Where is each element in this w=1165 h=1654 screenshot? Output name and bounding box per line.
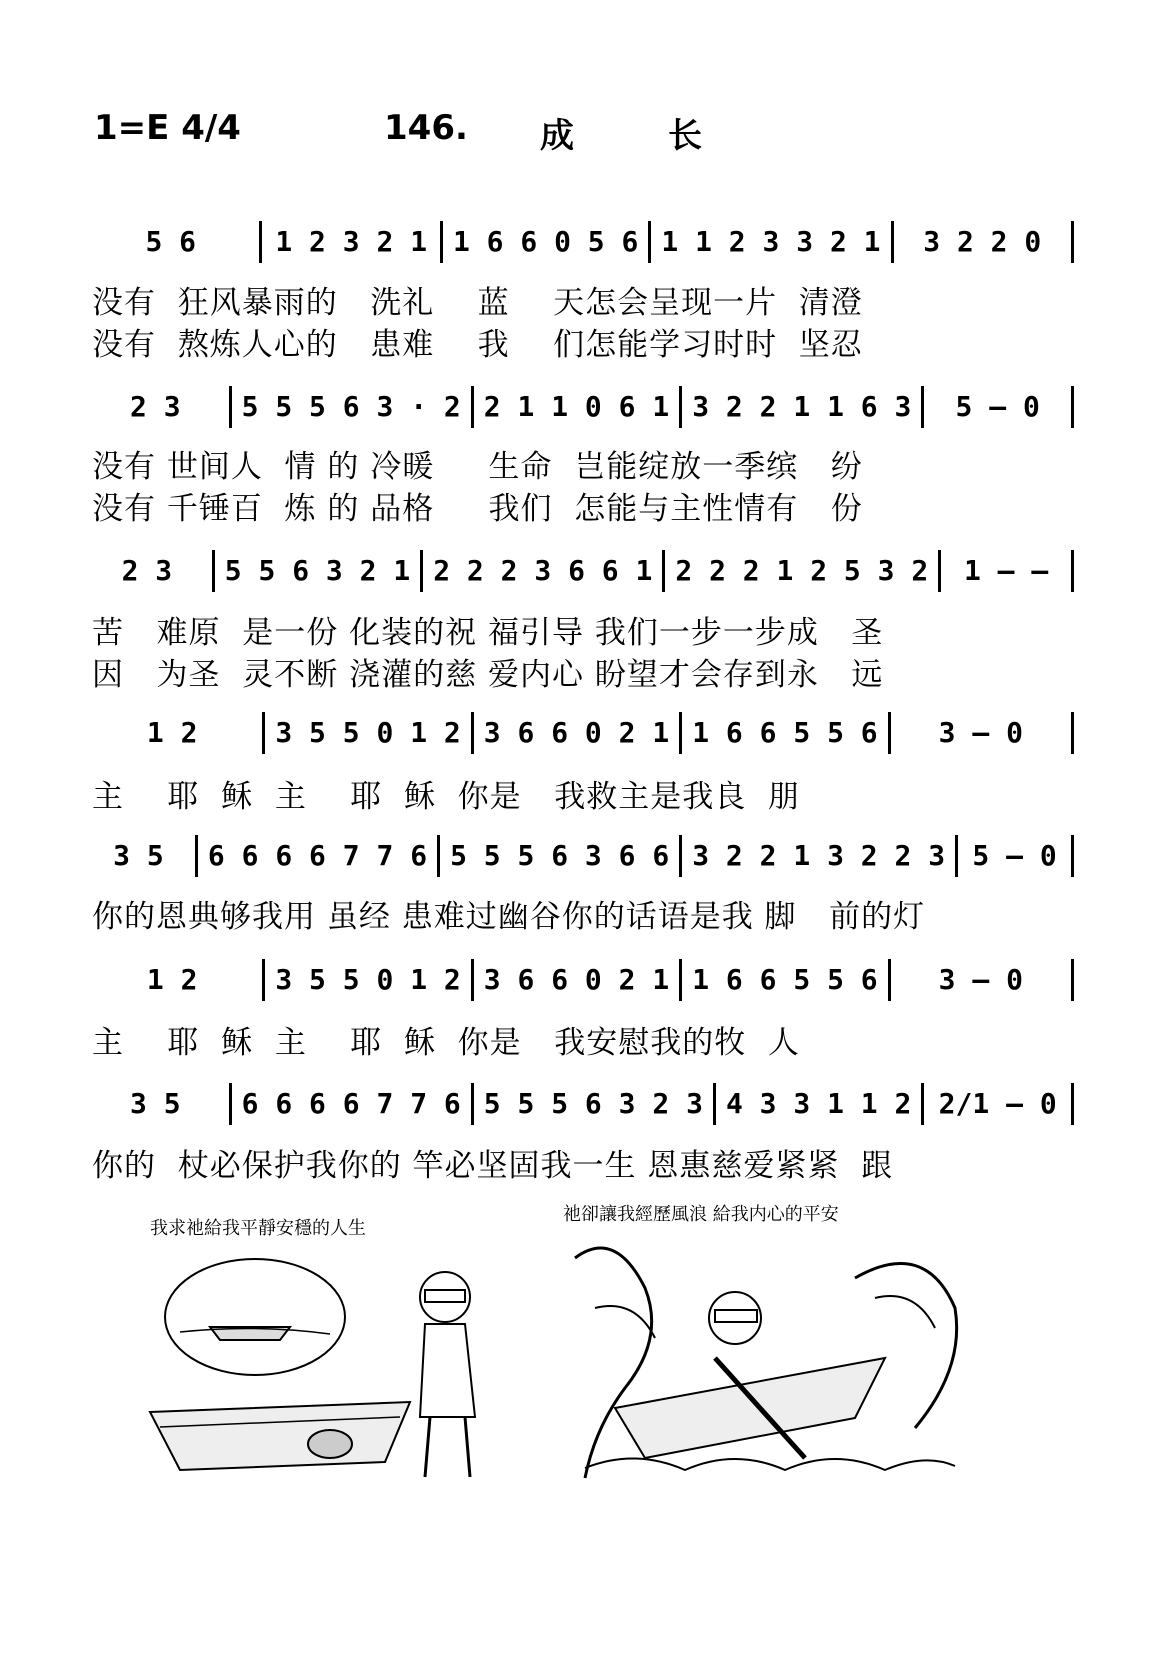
lyric-line: 主 耶 稣 主 耶 稣 你是 我救主是我良 朋 <box>92 779 800 815</box>
notation-line <box>92 950 1084 1010</box>
measure: 5 – 0 <box>955 390 1040 423</box>
barline <box>679 712 682 754</box>
measure: 1 2 3 2 1 <box>275 225 428 258</box>
barline <box>679 386 682 428</box>
notation-line <box>92 826 1084 886</box>
measure: 3 5 5 0 1 2 <box>275 963 461 996</box>
barline <box>471 1083 474 1125</box>
thought-bubble <box>165 1259 345 1375</box>
rower-head <box>709 1292 761 1344</box>
measure: 5 5 6 3 2 1 <box>224 554 411 587</box>
lyrics-block <box>92 1145 1084 1187</box>
cartoon-left <box>140 1212 560 1484</box>
key-signature: 1=E 4/4 <box>94 108 241 148</box>
lyrics-block <box>92 282 1084 366</box>
barline <box>921 386 924 428</box>
barline <box>1071 712 1074 754</box>
lyrics-block <box>92 1022 1084 1064</box>
measure: 1 2 <box>146 716 198 749</box>
barline <box>921 1083 924 1125</box>
wave-right <box>855 1263 957 1428</box>
notation-line <box>92 541 1084 601</box>
measure: 5 6 <box>145 225 197 258</box>
barline <box>1071 835 1074 877</box>
barline <box>471 712 474 754</box>
lyrics-block <box>92 446 1084 530</box>
storm-boat <box>615 1358 885 1458</box>
cartoon-left-drawing <box>140 1212 560 1484</box>
barline <box>1071 221 1074 263</box>
barline <box>955 835 958 877</box>
song-title-part-2: 长 <box>668 116 702 156</box>
measure: 1 – – <box>963 554 1049 587</box>
measure: 2/1 – 0 <box>938 1087 1057 1120</box>
character-body <box>420 1324 475 1417</box>
measure: 1 6 6 5 5 6 <box>692 963 878 996</box>
measure: 1 2 <box>146 963 198 996</box>
barline <box>212 550 215 592</box>
measure: 3 – 0 <box>938 963 1023 996</box>
boat-hull <box>150 1402 410 1470</box>
barline <box>262 959 265 1001</box>
measure: 3 2 2 0 <box>923 225 1042 258</box>
lyric-line: 你的恩典够我用 虽经 患难过幽谷你的话语是我 脚 前的灯 <box>92 899 926 935</box>
measure: 3 2 2 1 1 6 3 <box>692 390 912 423</box>
cartoon-left-caption: 我求祂給我平靜安穩的人生 <box>150 1218 366 1239</box>
measure: 2 2 2 3 6 6 1 <box>433 554 653 587</box>
barline <box>888 959 891 1001</box>
measure: 2 3 <box>121 554 173 587</box>
measure: 5 5 5 6 3 · 2 <box>241 390 461 423</box>
barline <box>1071 959 1074 1001</box>
measure: 3 5 5 0 1 2 <box>275 716 461 749</box>
barline <box>440 221 443 263</box>
measure: 2 3 <box>130 390 181 423</box>
barline <box>1071 1083 1074 1125</box>
measure: 3 5 <box>130 1087 181 1120</box>
barline <box>437 835 440 877</box>
barline <box>471 959 474 1001</box>
lyric-line: 因 为圣 灵不断 浇灌的慈 爱内心 盼望才会存到永 远 <box>92 657 884 693</box>
notation-line <box>92 377 1084 437</box>
measure: 5 5 5 6 3 6 6 <box>450 839 670 872</box>
measure: 5 – 0 <box>972 839 1057 872</box>
notation-line <box>92 212 1084 272</box>
measure: 6 6 6 6 7 7 6 <box>241 1087 461 1120</box>
measure: 6 6 6 6 7 7 6 <box>207 839 428 872</box>
barline <box>420 550 423 592</box>
measure: 1 6 6 0 5 6 <box>452 225 639 258</box>
barline <box>713 1083 716 1125</box>
measure: 3 6 6 0 2 1 <box>483 963 670 996</box>
cartoon-right-drawing <box>555 1198 975 1488</box>
barline <box>679 835 682 877</box>
lyrics-block <box>92 776 1084 818</box>
measure: 3 5 <box>113 839 164 872</box>
measure: 3 2 2 1 3 2 2 3 <box>692 839 946 872</box>
cartoon-right-caption: 祂卻讓我經歷風浪 給我内心的平安 <box>563 1204 839 1225</box>
lyrics-block <box>92 896 1084 938</box>
lyric-line: 苦 难原 是一份 化装的祝 福引导 我们一步一步成 圣 <box>92 615 884 651</box>
barline <box>679 959 682 1001</box>
barline <box>648 221 651 263</box>
barline <box>888 712 891 754</box>
measure: 1 1 2 3 3 2 1 <box>661 225 881 258</box>
barline <box>259 221 262 263</box>
rope-coil <box>308 1430 352 1458</box>
measure: 3 – 0 <box>938 716 1023 749</box>
barline <box>195 835 198 877</box>
barline <box>229 386 232 428</box>
lyrics-block <box>92 612 1084 696</box>
cartoon-right <box>555 1198 975 1488</box>
barline <box>1071 550 1074 592</box>
measure: 4 3 3 1 1 2 <box>725 1087 912 1120</box>
measure: 2 1 1 0 6 1 <box>483 390 670 423</box>
notation-line <box>92 1074 1084 1134</box>
lyric-line: 没有 千锤百 炼 的 品格 我们 怎能与主性情有 份 <box>92 491 863 527</box>
barline <box>662 550 665 592</box>
song-number: 146. <box>384 108 468 148</box>
barline <box>262 712 265 754</box>
barline <box>891 221 894 263</box>
notation-line <box>92 703 1084 763</box>
lyric-line: 没有 世间人 情 的 冷暖 生命 岂能绽放一季缤 纷 <box>92 449 863 485</box>
lyric-line: 主 耶 稣 主 耶 稣 你是 我安慰我的牧 人 <box>92 1025 800 1061</box>
measure: 3 6 6 0 2 1 <box>483 716 670 749</box>
barline <box>1071 386 1074 428</box>
barline <box>938 550 941 592</box>
barline <box>471 386 474 428</box>
lyric-line: 你的 杖必保护我你的 竿必坚固我一生 恩惠慈爱紧紧 跟 <box>92 1148 894 1184</box>
measure: 5 5 5 6 3 2 3 <box>483 1087 703 1120</box>
character-head <box>420 1272 470 1322</box>
barline <box>229 1083 232 1125</box>
measure: 2 2 2 1 2 5 3 2 <box>675 554 929 587</box>
lyric-line: 没有 狂风暴雨的 洗礼 蓝 天怎会呈现一片 清澄 <box>92 285 863 321</box>
lyric-line: 没有 熬炼人心的 患难 我 们怎能学习时时 坚忍 <box>92 327 863 363</box>
measure: 1 6 6 5 5 6 <box>692 716 878 749</box>
song-title-part-1: 成 <box>540 116 574 156</box>
